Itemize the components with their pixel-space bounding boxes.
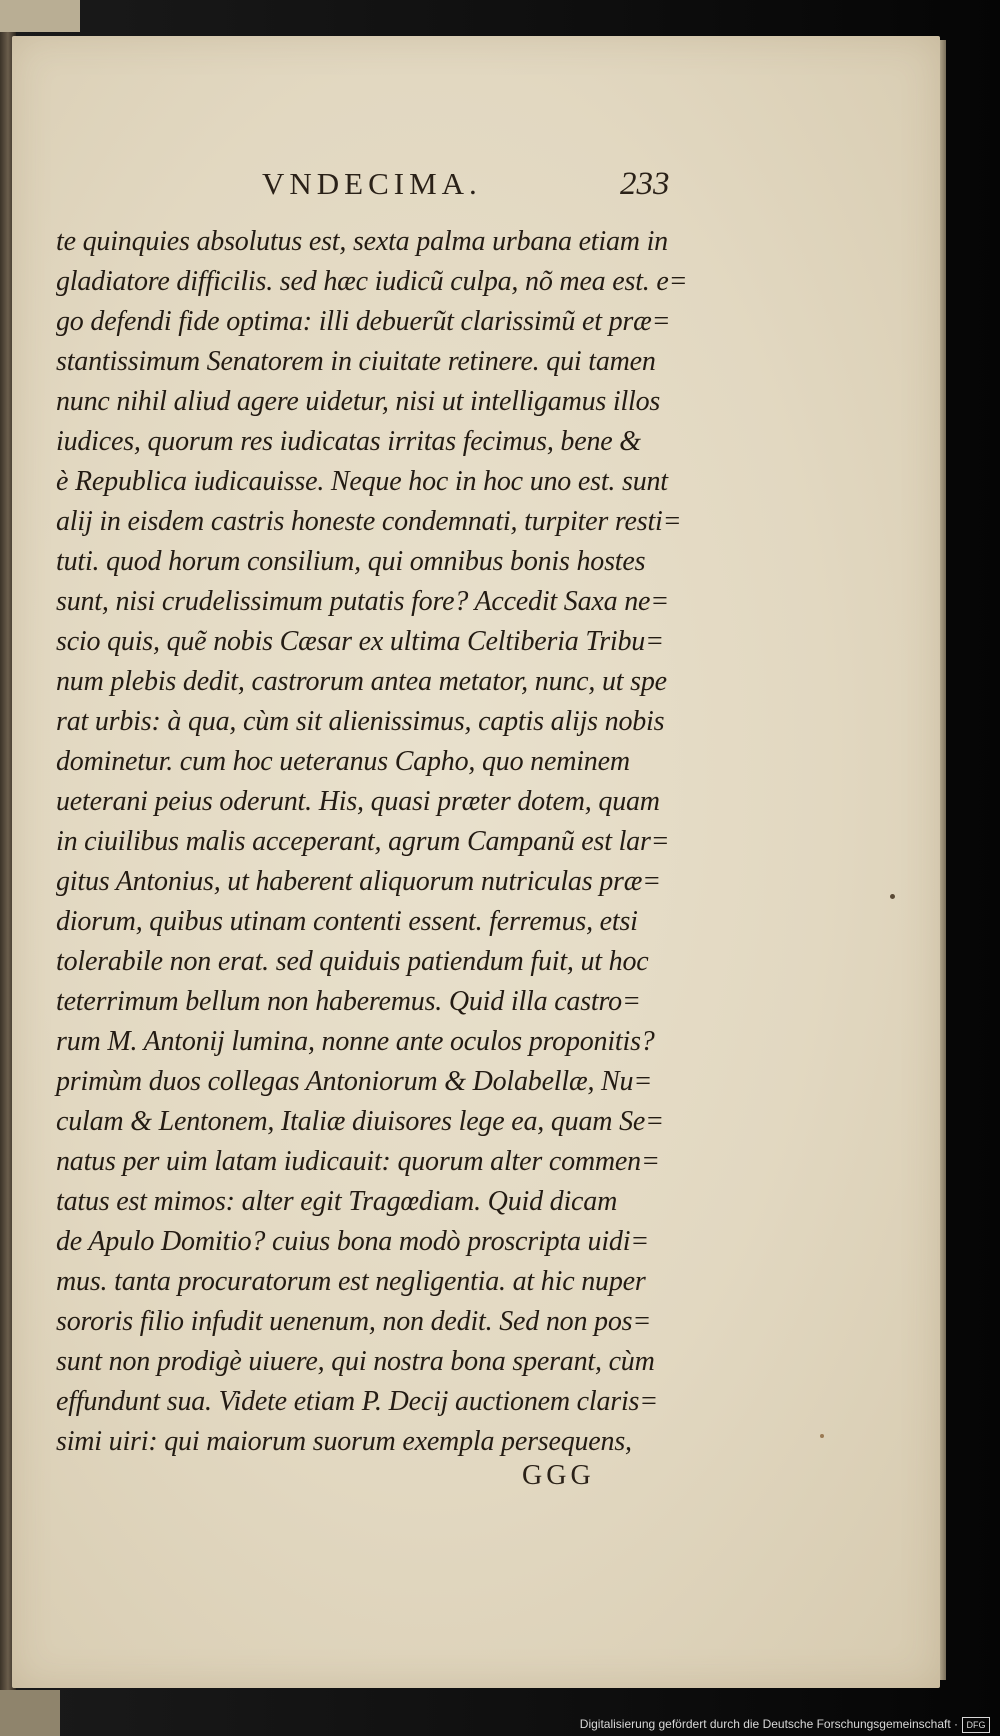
text-line: rat urbis: à qua, cùm sit alienissimus, captis alijs nobis xyxy=(56,706,665,737)
text-line: simi uiri: qui maiorum suorum exempla persequens, xyxy=(56,1426,632,1457)
text-line: sunt, nisi crudelissimum putatis fore? Accedit Saxa ne= xyxy=(56,586,669,617)
text-line: stantissimum Senatorem in ciuitate retinere. qui tamen xyxy=(56,346,656,377)
text-line: alij in eisdem castris honeste condemnati, turpiter resti= xyxy=(56,506,682,537)
running-title: VNDECIMA. xyxy=(262,166,482,201)
binding-fragment-top xyxy=(0,0,80,32)
paper-speck xyxy=(890,894,895,899)
text-line: dominetur. cum hoc ueteranus Capho, quo neminem xyxy=(56,746,630,777)
body-text xyxy=(56,222,706,1462)
funding-credit: Digitalisierung gefördert durch die Deutsche Forschungsgemeinschaft · xyxy=(579,1717,958,1731)
text-line: ueterani peius oderunt. His, quasi præter dotem, quam xyxy=(56,786,660,817)
signature-mark: GGG xyxy=(522,1460,595,1491)
text-line: culam & Lentonem, Italiæ diuisores lege ea, quam Se= xyxy=(56,1106,664,1137)
text-line: in ciuilibus malis acceperant, agrum Campanũ est lar= xyxy=(56,826,670,857)
text-line: tuti. quod horum consilium, qui omnibus bonis hostes xyxy=(56,546,646,577)
text-line: num plebis dedit, castrorum antea metator, nunc, ut spe xyxy=(56,666,667,697)
text-line: gitus Antonius, ut haberent aliquorum nutriculas præ= xyxy=(56,866,661,897)
text-line: te quinquies absolutus est, sexta palma urbana etiam in xyxy=(56,226,668,257)
paper-speck xyxy=(820,1434,824,1438)
book-page xyxy=(12,36,940,1688)
text-line: nunc nihil aliud agere uidetur, nisi ut intelligamus illos xyxy=(56,386,661,417)
text-line: sororis filio infudit uenenum, non dedit. Sed non pos= xyxy=(56,1306,652,1337)
footer-bar xyxy=(0,1714,1000,1736)
text-line: tolerabile non erat. sed quiduis patiendum fuit, ut hoc xyxy=(56,946,649,977)
text-line: rum M. Antonij lumina, nonne ante oculos proponitis? xyxy=(56,1026,655,1057)
dfg-logo: DFG xyxy=(962,1717,990,1733)
text-line: iudices, quorum res iudicatas irritas fecimus, bene & xyxy=(56,426,641,457)
text-line: è Republica iudicauisse. Neque hoc in hoc uno est. sunt xyxy=(56,466,668,497)
text-line: go defendi fide optima: illi debuerũt clarissimũ et præ= xyxy=(56,306,671,337)
page-header xyxy=(12,152,940,212)
text-line: tatus est mimos: alter egit Tragœdiam. Quid dicam xyxy=(56,1186,618,1217)
page-number: 233 xyxy=(620,166,670,202)
text-line: natus per uim latam iudicauit: quorum alter commen= xyxy=(56,1146,660,1177)
text-line: de Apulo Domitio? cuius bona modò proscripta uidi= xyxy=(56,1226,649,1257)
text-line: scio quis, quẽ nobis Cæsar ex ultima Celtiberia Tribu= xyxy=(56,626,664,657)
text-line: gladiatore difficilis. sed hæc iudicũ culpa, nõ mea est. e= xyxy=(56,266,688,297)
text-line: primùm duos collegas Antoniorum & Dolabellæ, Nu= xyxy=(56,1066,653,1097)
text-line: diorum, quibus utinam contenti essent. ferremus, etsi xyxy=(56,906,638,937)
text-line: sunt non prodigè uiuere, qui nostra bona sperant, cùm xyxy=(56,1346,655,1377)
text-line: teterrimum bellum non haberemus. Quid illa castro= xyxy=(56,986,641,1017)
text-line: effundunt sua. Videte etiam P. Decij auctionem claris= xyxy=(56,1386,658,1417)
text-line: mus. tanta procuratorum est negligentia. at hic nuper xyxy=(56,1266,646,1297)
